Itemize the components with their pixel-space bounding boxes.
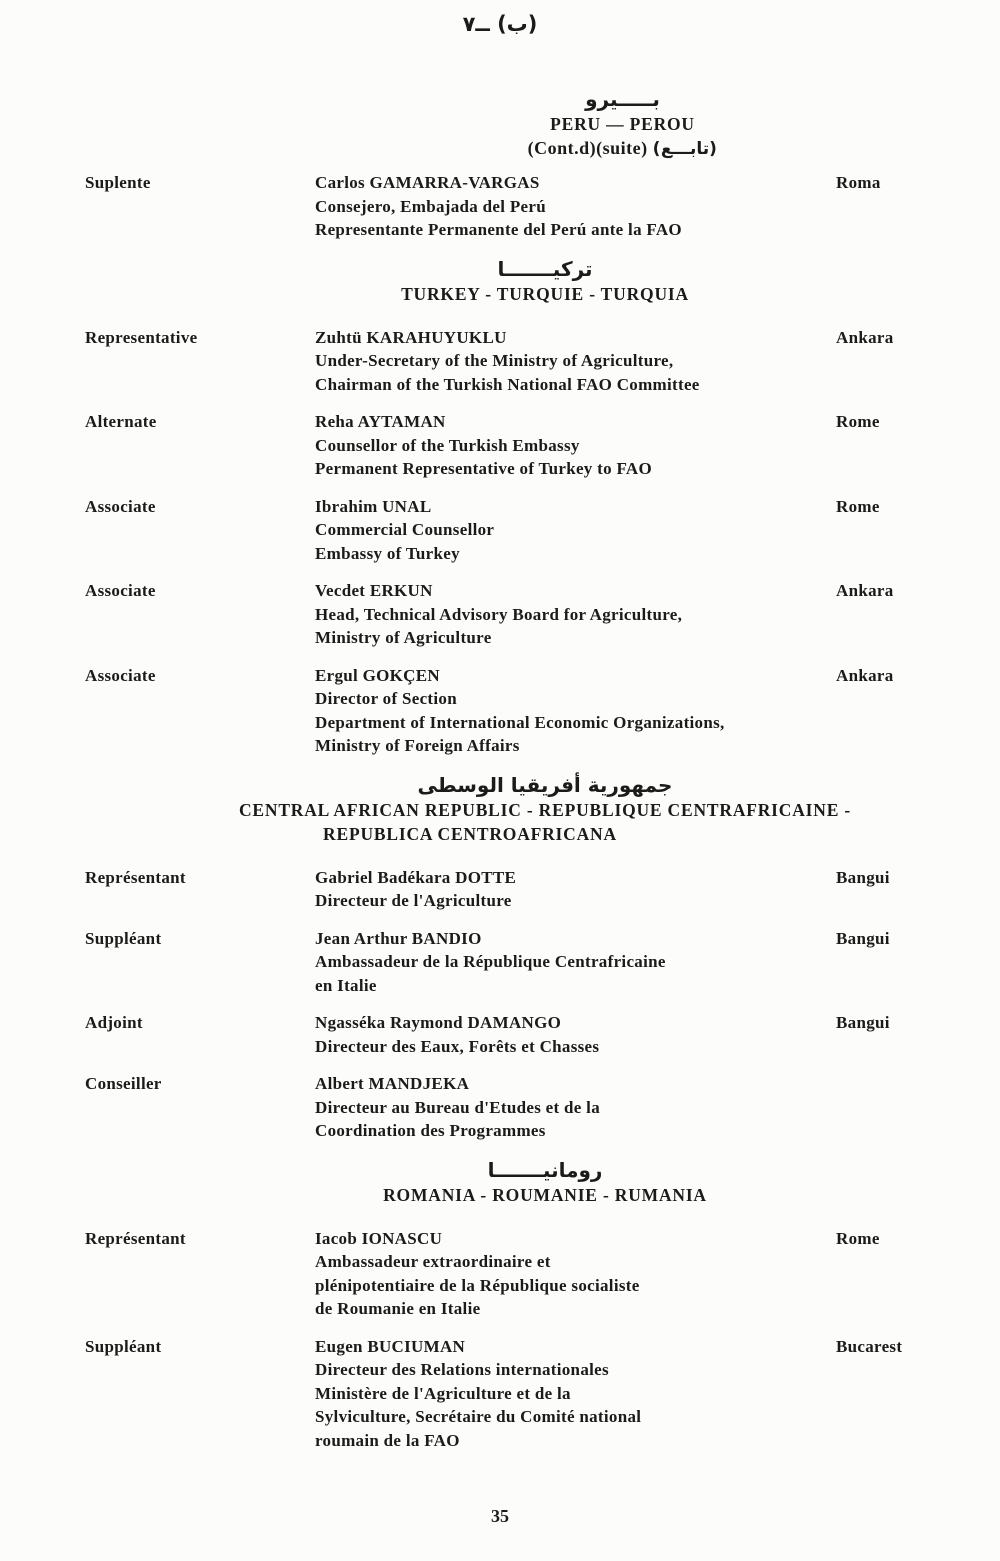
delegate-description-line: Coordination des Programmes — [315, 1121, 546, 1140]
page-header-mark: ٧ــ (ب) — [462, 12, 538, 36]
delegate-entry — [0, 1335, 1000, 1453]
role-label: Suppléant — [85, 928, 162, 948]
delegate-description-line: Directeur au Bureau d'Etudes et de la — [315, 1097, 600, 1117]
delegate-description-line: Ambassadeur extraordinaire et — [315, 1252, 551, 1271]
delegate-entry — [0, 1227, 1000, 1321]
country-title-line: PERU — PEROU — [550, 114, 695, 134]
country-title-line: ROMANIA - ROUMANIE - RUMANIA — [383, 1184, 707, 1205]
delegate-description-line: plénipotentiaire de la République socialiste — [315, 1275, 640, 1295]
city-label: Roma — [836, 173, 881, 192]
country-section — [0, 86, 1000, 242]
delegate-description-line: en Italie — [315, 975, 377, 995]
delegate-name: Vecdet ERKUN — [315, 581, 433, 600]
delegate-entry — [0, 866, 1000, 913]
delegate-details — [315, 326, 836, 397]
country-name-arabic: رومانيـــــــا — [487, 1157, 603, 1182]
delegate-description-line: de Roumanie en Italie — [315, 1299, 481, 1318]
delegate-description-line: Ambassadeur de la République Centrafricaine — [315, 952, 666, 971]
delegate-name: Ibrahim UNAL — [315, 496, 432, 516]
city-label: Bucarest — [836, 1336, 903, 1356]
role-label: Représentant — [85, 1228, 186, 1248]
entry-list — [0, 326, 1000, 758]
role-label: Associate — [85, 581, 156, 600]
delegate-details — [315, 664, 836, 758]
delegate-name: Ngasséka Raymond DAMANGO — [315, 1013, 562, 1032]
delegate-entry — [0, 1072, 1000, 1143]
delegate-description-line: Counsellor of the Turkish Embassy — [315, 435, 580, 455]
section-header — [0, 256, 1000, 306]
delegate-entry — [0, 664, 1000, 758]
delegate-description-line: Head, Technical Advisory Board for Agriculture, — [315, 604, 683, 624]
entry-list — [0, 866, 1000, 1143]
country-name-arabic: جمهورية أفريقيا الوسطى — [417, 772, 673, 797]
delegate-details — [315, 866, 836, 913]
delegate-details — [315, 927, 836, 998]
delegate-details — [315, 1227, 836, 1321]
city-label: Ankara — [836, 581, 894, 600]
delegate-details — [315, 1011, 836, 1058]
delegate-list — [0, 36, 1000, 1452]
country-section — [0, 256, 1000, 758]
delegate-description-line: Consejero, Embajada del Perú — [315, 196, 546, 216]
delegate-name: Reha AYTAMAN — [315, 412, 446, 431]
delegate-description-line: Commercial Counsellor — [315, 520, 495, 539]
delegate-name: Eugen BUCIUMAN — [315, 1336, 466, 1356]
continuation-note — [245, 136, 1000, 161]
role-label: Associate — [85, 496, 156, 516]
delegate-description-line: Director of Section — [315, 689, 457, 708]
role-label: Alternate — [85, 412, 157, 431]
delegate-name: Jean Arthur BANDIO — [315, 928, 482, 948]
delegate-details — [315, 579, 836, 650]
delegate-description-line: Department of International Economic Organizations, — [315, 712, 725, 732]
delegate-entry — [0, 171, 1000, 242]
continuation-latin: (Cont.d)(suite) — [527, 138, 648, 158]
delegate-entry — [0, 410, 1000, 481]
role-label: Adjoint — [85, 1013, 143, 1032]
delegate-name: Zuhtü KARAHUYUKLU — [315, 327, 507, 347]
entry-list — [0, 1227, 1000, 1453]
delegate-description-line: Ministère de l'Agriculture et de la — [315, 1383, 571, 1403]
delegate-details — [315, 1335, 836, 1453]
country-title — [245, 112, 1000, 136]
delegate-description-line: Sylviculture, Secrétaire du Comité national — [315, 1407, 642, 1426]
city-label: Bangui — [836, 867, 890, 887]
role-label: Suppléant — [85, 1336, 162, 1356]
country-name-arabic: تركيـــــــا — [497, 256, 593, 281]
delegate-description-line: Representante Permanente del Perú ante la FAO — [315, 220, 682, 239]
delegate-description-line: Under-Secretary of the Ministry of Agriculture, — [315, 351, 674, 370]
delegate-name: Gabriel Badékara DOTTE — [315, 867, 517, 887]
country-section — [0, 1157, 1000, 1453]
role-label: Representative — [85, 327, 198, 347]
country-title-line: TURKEY - TURQUIE - TURQUIA — [401, 283, 689, 304]
delegate-entry — [0, 1011, 1000, 1058]
city-label: Rome — [836, 412, 880, 431]
role-label: Conseiller — [85, 1074, 162, 1093]
delegate-description-line: roumain de la FAO — [315, 1430, 460, 1450]
delegate-entry — [0, 495, 1000, 566]
delegate-entry — [0, 927, 1000, 998]
country-title — [90, 282, 1000, 306]
delegate-description-line: Ministry of Agriculture — [315, 628, 492, 647]
delegate-entry — [0, 579, 1000, 650]
city-label: Bangui — [836, 1013, 890, 1032]
delegate-details — [315, 1072, 836, 1143]
country-title-line: CENTRAL AFRICAN REPUBLIC - REPUBLIQUE CENTRAFRICAINE - — [238, 799, 851, 820]
delegate-details — [315, 171, 836, 242]
country-name-arabic: بـــــيرو — [585, 87, 660, 111]
delegate-description-line: Chairman of the Turkish National FAO Committee — [315, 374, 700, 394]
section-header — [0, 1157, 1000, 1207]
delegate-name: Albert MANDJEKA — [315, 1074, 470, 1093]
delegate-description-line: Directeur des Eaux, Forêts et Chasses — [315, 1036, 600, 1056]
section-header — [0, 772, 1000, 846]
delegate-details — [315, 495, 836, 566]
delegate-details — [315, 410, 836, 481]
delegate-description-line: Directeur des Relations internationales — [315, 1360, 609, 1379]
role-label: Suplente — [85, 173, 151, 192]
delegate-name: Iacob IONASCU — [315, 1228, 443, 1248]
city-label: Ankara — [836, 665, 894, 685]
delegate-name: Carlos GAMARRA-VARGAS — [315, 173, 540, 192]
section-header — [0, 86, 1000, 161]
country-title — [90, 1183, 1000, 1207]
city-label: Bangui — [836, 928, 890, 948]
delegate-description-line: Directeur de l'Agriculture — [315, 891, 512, 910]
city-label — [836, 1072, 1000, 1143]
city-label: Ankara — [836, 327, 894, 347]
delegate-description-line: Embassy of Turkey — [315, 543, 460, 563]
page-number: 35 — [491, 1506, 509, 1526]
continuation-arabic: (تابـــع) — [652, 139, 718, 159]
country-title-line: REPUBLICA CENTROAFRICANA — [323, 823, 617, 844]
entry-list — [0, 171, 1000, 242]
delegate-description-line: Ministry of Foreign Affairs — [315, 736, 520, 755]
delegate-name: Ergul GOKÇEN — [315, 665, 440, 685]
country-title — [90, 798, 1000, 846]
city-label: Rome — [836, 496, 880, 516]
role-label: Associate — [85, 665, 156, 685]
delegate-description-line: Permanent Representative of Turkey to FAO — [315, 459, 652, 478]
country-section — [0, 772, 1000, 1143]
delegate-entry — [0, 326, 1000, 397]
role-label: Représentant — [85, 867, 186, 887]
city-label: Rome — [836, 1228, 880, 1248]
